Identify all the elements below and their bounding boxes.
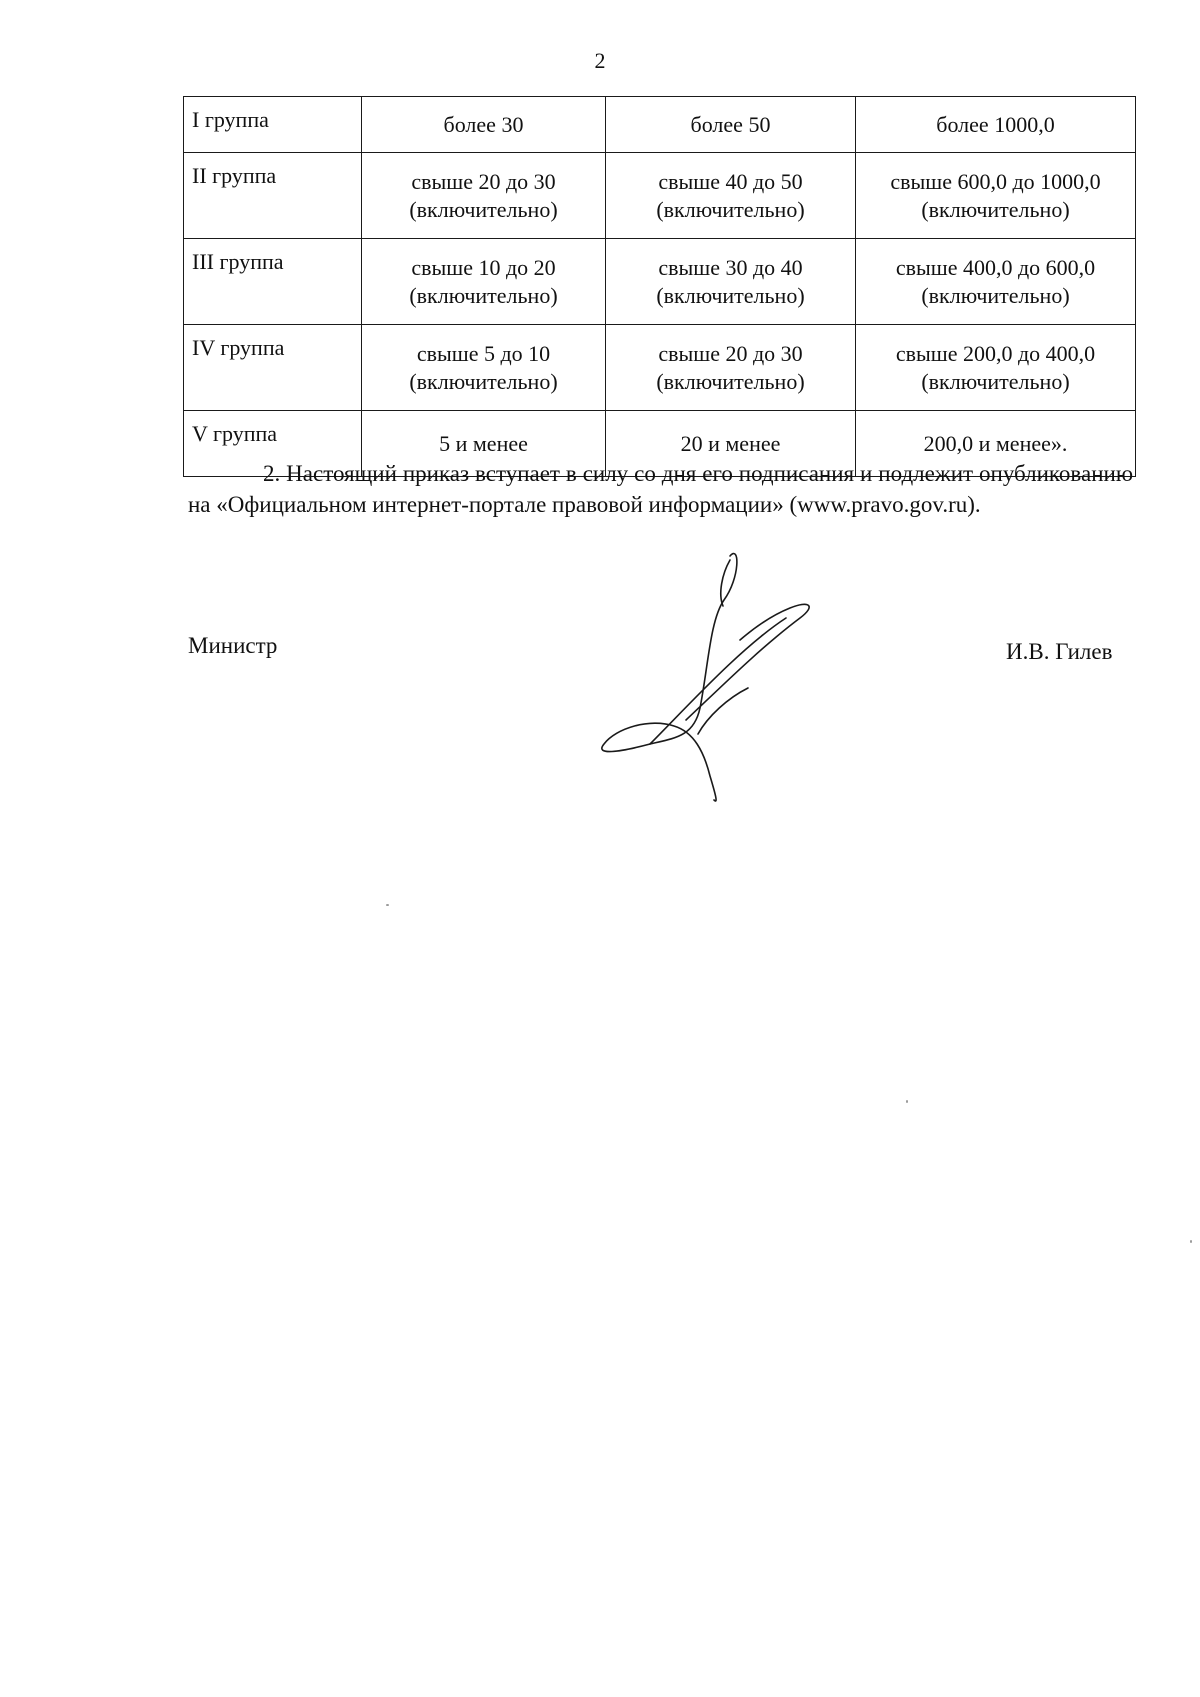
value-cell bbox=[362, 325, 606, 411]
value-cell bbox=[606, 239, 856, 325]
group-name-cell: II группа bbox=[184, 153, 362, 239]
scan-speck bbox=[906, 1100, 908, 1103]
handwritten-signature bbox=[590, 548, 830, 808]
cell-line: свыше 30 до 40 bbox=[658, 254, 803, 280]
cell-line: (включительно) bbox=[656, 196, 805, 222]
value-cell bbox=[606, 153, 856, 239]
value-cell bbox=[856, 153, 1136, 239]
value-cell bbox=[606, 97, 856, 153]
table-row bbox=[184, 97, 1136, 153]
cell-line: свыше 5 до 10 bbox=[416, 340, 551, 366]
cell-line: (включительно) bbox=[921, 282, 1070, 308]
cell-line: свыше 10 до 20 bbox=[411, 254, 556, 280]
cell-line: (включительно) bbox=[409, 196, 558, 222]
cell-line: (включительно) bbox=[409, 368, 558, 394]
cell-line: 20 и менее bbox=[680, 430, 781, 456]
value-cell bbox=[856, 325, 1136, 411]
group-name-cell: V группа bbox=[184, 411, 362, 477]
value-cell bbox=[606, 325, 856, 411]
value-cell bbox=[362, 153, 606, 239]
cell-line: свыше 400,0 до 600,0 bbox=[895, 254, 1096, 280]
value-cell bbox=[856, 97, 1136, 153]
cell-line: более 50 bbox=[690, 111, 771, 137]
cell-line: свыше 20 до 30 bbox=[411, 168, 556, 194]
cell-line: более 30 bbox=[443, 111, 524, 137]
cell-line: 5 и менее bbox=[439, 430, 528, 456]
value-cell bbox=[856, 239, 1136, 325]
cell-line: свыше 600,0 до 1000,0 bbox=[890, 168, 1101, 194]
cell-line: (включительно) bbox=[409, 282, 558, 308]
table-row bbox=[184, 239, 1136, 325]
value-cell bbox=[362, 239, 606, 325]
group-name-cell: IV группа bbox=[184, 325, 362, 411]
scan-speck bbox=[1190, 1240, 1192, 1243]
group-name-cell: III группа bbox=[184, 239, 362, 325]
cell-line: (включительно) bbox=[656, 282, 805, 308]
table-row bbox=[184, 325, 1136, 411]
cell-line: (включительно) bbox=[921, 196, 1070, 222]
signatory-name: И.В. Гилев bbox=[1006, 639, 1113, 664]
cell-line: свыше 200,0 до 400,0 bbox=[895, 340, 1096, 366]
table-row bbox=[184, 153, 1136, 239]
cell-line: (включительно) bbox=[921, 368, 1070, 394]
groups-table bbox=[183, 96, 1136, 477]
cell-line: свыше 20 до 30 bbox=[658, 340, 803, 366]
page-number: 2 bbox=[594, 48, 606, 73]
group-name-cell: I группа bbox=[184, 97, 362, 153]
scan-speck bbox=[386, 904, 389, 906]
effective-date-paragraph: 2. Настоящий приказ вступает в силу со дня его подписания и подлежит опубликованию на «Официальном интернет-портале правовой информации» (www.pravo.gov.ru). bbox=[188, 461, 1133, 517]
cell-line: свыше 40 до 50 bbox=[658, 168, 803, 194]
cell-line: 200,0 и менее». bbox=[923, 430, 1068, 456]
cell-line: (включительно) bbox=[656, 368, 805, 394]
signatory-title: Министр bbox=[188, 633, 278, 658]
value-cell bbox=[362, 97, 606, 153]
cell-line: более 1000,0 bbox=[936, 111, 1055, 137]
